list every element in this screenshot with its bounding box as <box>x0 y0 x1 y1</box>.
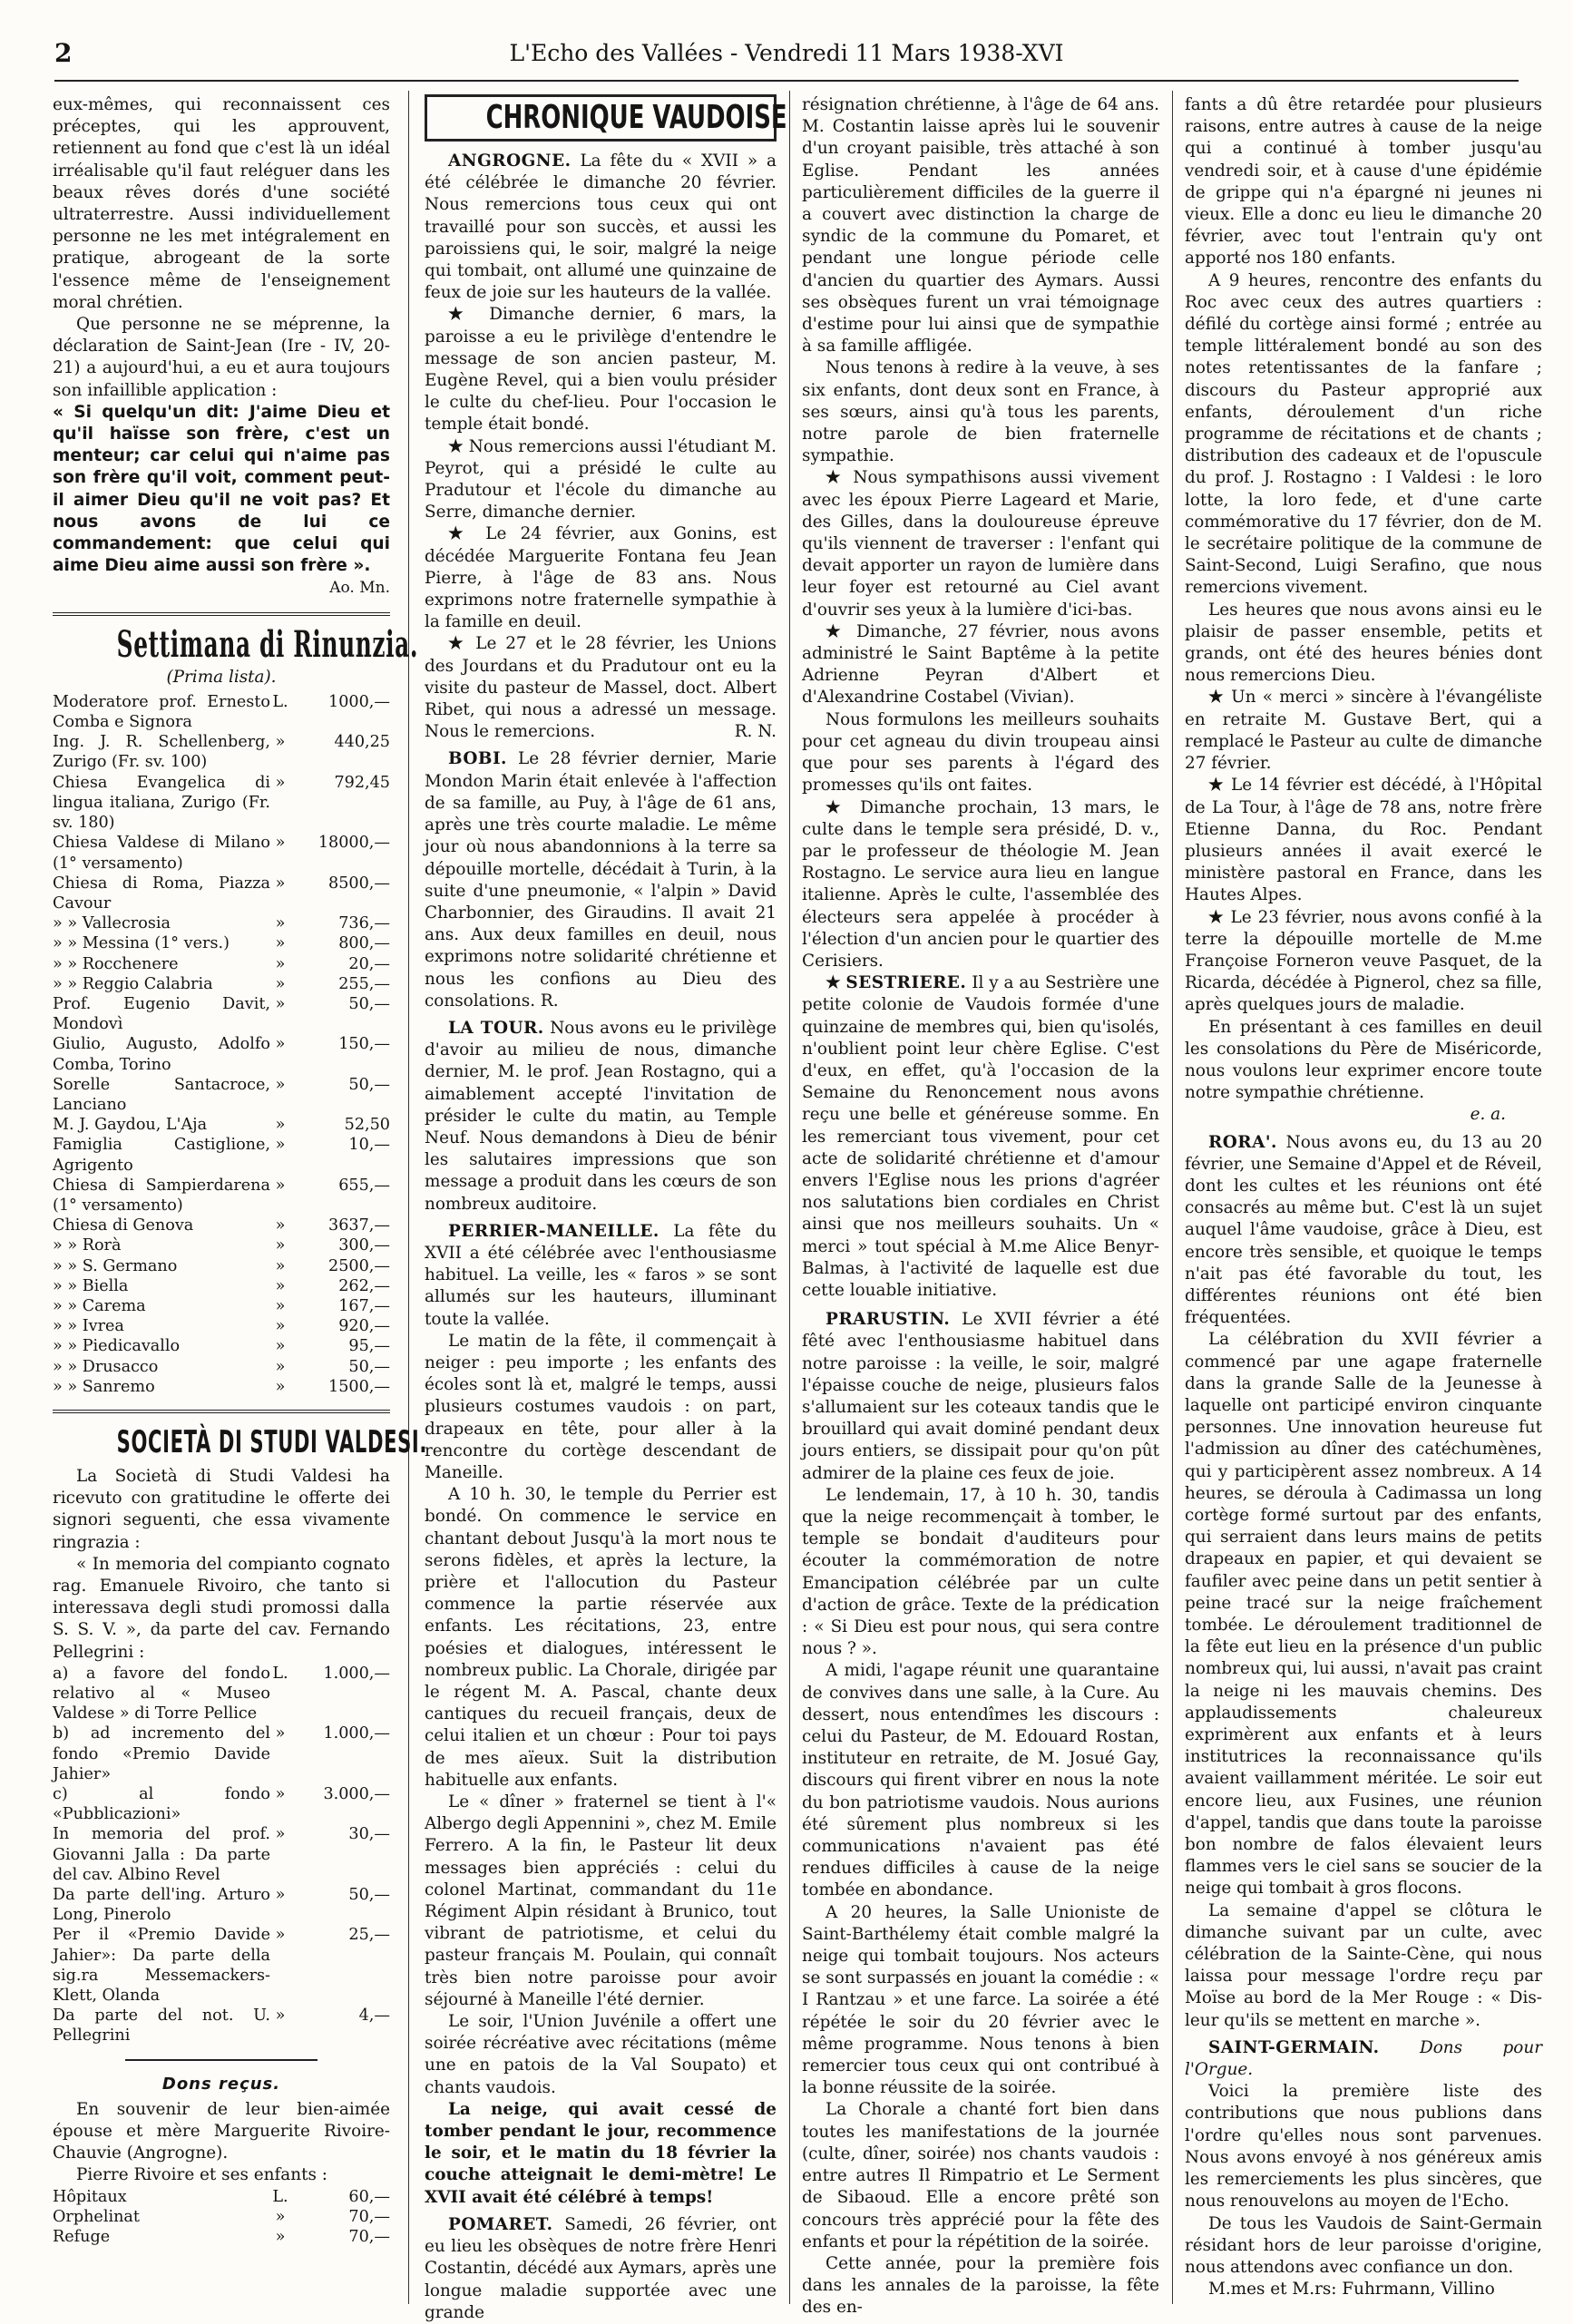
place-perrier-maneille: PERRIER-MANEILLE. <box>448 1221 659 1241</box>
place-saint-germain: SAINT-GERMAIN. <box>1208 2037 1380 2057</box>
paragraph: A 20 heures, la Salle Unioniste de Saint-Barthélemy était comble malgré la neige qui tombait toujours. Nos acteurs se sont surpassés en jouant la comédie : « I Rantzau » et une farce. La soirée a été répétée le soir du 20 février avec le même programme. Nous tenons à bien remercier tous ceux qui ont contribué à la bonne réussite de la soirée. <box>802 1902 1159 2098</box>
ledger-currency: » <box>275 1296 286 1315</box>
star-icon: ★ <box>1208 776 1225 796</box>
ledger-amount: 60,— <box>348 2187 390 2206</box>
ledger-amount: 3637,— <box>328 1216 390 1235</box>
ledger-amount: 1.000,— <box>323 1724 390 1743</box>
ledger-currency: » <box>275 1136 286 1155</box>
paragraph: A 9 heures, rencontre des enfants du Roc avec ceux des autres quartiers : défilé du cortège ainsi formé ; entrée au temple littéralement bondé au son des notes retentissantes de la fanfare ; discours du Pasteur approprié aux enfants, déroulement d'un riche programme de récitations et de chants ; distribution des cadeaux et de l'opuscule du prof. J. Rostagno : I Valdesi : le loro lotte, la loro fede, et d'une carte commémorative du 17 février, don de M. le secrétaire politique de la commune de Saint-Second, Luigi Serafino, que nous remercions vivement. <box>1185 270 1542 598</box>
column-2 <box>425 94 787 2322</box>
ledger-row <box>53 913 390 933</box>
paragraph: « In memoria del compianto cognato rag. Emanuele Rivoiro, che tanto si interessava degli studi promossi dalla S. S. V. », da parte del cav. Fernando Pellegrini : <box>53 1554 390 1662</box>
ledger-row <box>53 1357 390 1377</box>
ledger-name: » » Carema <box>53 1296 146 1315</box>
ledger-amount: 255,— <box>338 974 390 993</box>
ledger-amount: 262,— <box>338 1276 390 1295</box>
ledger-amount: 2500,— <box>328 1256 390 1275</box>
ledger-name: Chiesa di Genova <box>53 1216 194 1235</box>
paragraph: Cette année, pour la première fois dans les annales de la paroisse, la fête des en- <box>802 2253 1159 2318</box>
ledger-amount: 10,— <box>348 1136 390 1155</box>
ledger-row <box>53 1276 390 1296</box>
header-rule <box>54 80 1519 82</box>
ledger-amount: 792,45 <box>334 773 390 792</box>
ledger-name: » » Rorà <box>53 1236 122 1255</box>
ledger-currency: » <box>275 1337 286 1356</box>
paragraph: Samedi, 26 février, ont eu lieu les obsèques de notre frère Henri Costantin, décédé aux Aymars, après une longue maladie supportée avec une grande <box>425 2214 777 2322</box>
ledger-currency: » <box>275 1785 286 1804</box>
paragraph: Le 27 et le 28 février, les Unions des Jourdans et du Pradutour ont eu la visite du pasteur de Massel, doct. Albert Ribet, qui nous a adressé un message. Nous le remercions. <box>425 634 777 742</box>
paragraph: Dimanche, 27 février, nous avons administré le Saint Baptême à la petite Adrienne Peyran d'Albert et d'Alexandrine Costabel (Vivian). <box>802 621 1159 708</box>
ledger-currency: » <box>275 914 286 933</box>
paragraph: Que personne ne se méprenne, la déclaration de Saint-Jean (Ire - IV, 20-21) a aujourd'hui, a eu et aura toujours son infaillible application : <box>53 315 390 400</box>
ledger-name: Moderatore prof. Ernesto Comba e Signora <box>53 692 270 732</box>
ledger-amount: 18000,— <box>318 834 390 853</box>
ledger-row <box>53 833 390 873</box>
page-header <box>54 38 1519 74</box>
ledger-amount: 52,50 <box>344 1116 390 1135</box>
ledger-row <box>53 2187 390 2207</box>
paragraph: Il y a au Sestrière une petite colonie de Vaudois formée d'une quinzaine de membres qui, bien qu'isolés, n'oublient point leur chère Eglise. C'est d'eux, en effet, qu'à l'occasion de la Semaine du Renoncement nous avons reçu une belle et généreuse somme. En les remerciant tous vivement, pour cet acte de solidarité chrétienne et d'amour envers l'Eglise nous les prions d'agréer nos salutations bien cordiales en Christ ainsi que nos meilleurs souhaits. Un « merci » tout spécial à M.me Alice Benyr-Balmas, à l'activité de laquelle est due cette louable initiative. <box>802 973 1159 1300</box>
paragraph: Le XVII février a été fêté avec l'enthousiasme habituel dans notre paroisse : la veille, le soir, malgré l'épaisse couche de neige, plusieurs falos s'allumaient sur les coteaux tandis que le brouillard qui avait dominé pendant deux jours entiers, se dissipait pour qu'on pût admirer de la plaine ces feux de joie. <box>802 1310 1159 1483</box>
place-angrogne: ANGROGNE. <box>448 151 572 171</box>
ledger-currency: » <box>275 954 286 973</box>
ledger-row <box>53 1377 390 1397</box>
paragraph: Nous formulons les meilleurs souhaits pour cet agneau du divin troupeau ainsi que pour ses parents à l'égard des promesses qu'ils ont faites. <box>802 709 1159 796</box>
ledger-currency: » <box>275 974 286 993</box>
ledger-amount: 800,— <box>338 934 390 953</box>
ledger-currency: » <box>275 733 286 752</box>
ledger-currency: » <box>275 934 286 953</box>
ledger-currency: L. <box>272 692 288 711</box>
paragraph: De tous les Vaudois de Saint-Germain résidant hors de leur paroisse d'origine, nous attendons avec confiance un don. <box>1185 2213 1542 2277</box>
paragraph: Un « merci » sincère à l'évangéliste en retraite M. Gustave Bert, qui a remplacé le Pasteur au culte de dimanche 27 février. <box>1185 688 1542 774</box>
ledger-amount: 50,— <box>348 1357 390 1376</box>
ledger-amount: 70,— <box>348 2228 390 2247</box>
ledger-row <box>53 1784 390 1824</box>
ledger-row <box>53 1925 390 2006</box>
ledger-row <box>53 1216 390 1235</box>
ledger-name: » » Drusacco <box>53 1357 159 1376</box>
ledger-amount: 920,— <box>338 1317 390 1336</box>
ledger-currency: » <box>275 1317 286 1336</box>
ledger-currency: » <box>275 1216 286 1235</box>
page-number: 2 <box>54 38 73 68</box>
paragraph: Nous tenons à redire à la veuve, à ses six enfants, dont deux sont en France, à ses sœurs, ainsi qu'à tous les parents, notre parole de bien fraternelle sympathie. <box>802 358 1159 466</box>
paragraph: Les heures que nous avons ainsi eu le plaisir de passer ensemble, petits et grands, ont été des heures bénies dont nous remercions Dieu. <box>1185 600 1542 686</box>
paragraph: La Chorale a chanté fort bien dans toutes les manifestations de la journée (culte, dîner, soirée) nos chants vaudois : entre autres Il Rimpatrio et Le Serment de Sibaoud. Elle a encore prêté son concours très apprécié pour la fête des enfants et pour la répétition de la soirée. <box>802 2100 1159 2251</box>
ledger-row <box>53 2227 390 2247</box>
ledger-amount: 95,— <box>348 1337 390 1356</box>
ledger-name: » » Rocchenere <box>53 954 179 973</box>
ledger-name: » » Piedicavallo <box>53 1337 181 1356</box>
ledger-name: » » Biella <box>53 1276 129 1295</box>
ledger-name: » » Vallecrosia <box>53 914 171 933</box>
ledger-amount: 50,— <box>348 1075 390 1094</box>
chronique-title-text: CHRONIQUE VAUDOISE <box>485 99 787 136</box>
ledger-amount: 30,— <box>348 1825 390 1844</box>
ledger-name: Chiesa Valdese di Milano (1° versamento) <box>53 834 270 873</box>
ledger-currency: » <box>275 1116 286 1135</box>
ledger-currency: » <box>275 1276 286 1295</box>
ledger-row <box>53 933 390 953</box>
ledger-currency: » <box>275 1724 286 1743</box>
place-la-tour: LA TOUR. <box>448 1018 544 1038</box>
ledger-currency: » <box>275 1075 286 1094</box>
paragraph: La Società di Studi Valdesi ha ricevuto con gratitudine le offerte dei signori seguenti, che essa vivamente ringrazia : <box>53 1466 390 1552</box>
ledger-currency: » <box>275 1256 286 1275</box>
ledger-name: » » Reggio Calabria <box>53 974 213 993</box>
article-signature: Ao. Mn. <box>329 579 390 598</box>
ledger-name: Orphelinat <box>53 2207 140 2226</box>
paragraph: A 10 h. 30, le temple du Perrier est bondé. On commence le service en chantant debout Jusqu'à la mort nous te serons fidèles, et après la lecture, la prière et l'allocution du Pasteur commence la partie réservée aux enfants. Les récitations, 23, entre poésies et dialogues, intéressent le nombreux public. La Chorale, dirigée par le régent M. A. Pascal, chante deux cantiques du recueil français, deux de celui italien et un chœur : Pour toi pays de mes aïeux. Suit la distribution habituelle aux enfants. <box>425 1485 777 1790</box>
place-sestriere: SESTRIERE. <box>845 973 967 993</box>
ledger-amount: 655,— <box>338 1176 390 1195</box>
ledger-name: Ing. J. R. Schellenberg, Zurigo (Fr. sv. 100) <box>53 733 270 772</box>
section-rule <box>53 612 390 616</box>
ledger-name: Da parte del not. U. Pellegrini <box>53 2007 270 2046</box>
section-title-chronique <box>425 94 787 142</box>
ledger-row <box>53 1885 390 1925</box>
place-rora: RORA'. <box>1208 1132 1277 1152</box>
ledger-currency: » <box>275 1357 286 1376</box>
ledger-amount: 20,— <box>348 954 390 973</box>
star-icon: ★ <box>826 797 848 817</box>
ledger-currency: » <box>275 773 286 792</box>
ledger-currency: L. <box>272 2187 288 2206</box>
ledger-currency: » <box>275 994 286 1013</box>
column-divider <box>408 91 409 2304</box>
ledger-row <box>53 1296 390 1316</box>
ledger-amount: 150,— <box>338 1035 390 1054</box>
paragraph: Le 23 février, nous avons confié à la terre la dépouille mortelle de M.me Françoise Forneron veuve Pasquet, de la Ricarda, décédée à Pignerol, chez sa fille, après quelques jours de maladie. <box>1185 907 1542 1015</box>
star-icon: ★ <box>448 436 464 456</box>
ledger-currency: » <box>275 834 286 853</box>
article-continuation: résignation chrétienne, à l'âge de 64 ans. M. Costantin laisse après lui le souvenir d'un croyant paisible, très attaché à son Eglise. Pendant les années particulièrement difficiles de la guerre il a couvert avec distinction la charge de syndic de la commune du Pomaret, et pendant une longue période celle d'ancien du quartier des Aymars. Aussi ses obsèques furent un vrai témoignage d'estime pour lui ainsi que de sympathie à sa famille affligée. <box>802 95 1159 356</box>
ledger-row <box>53 1723 390 1784</box>
ledger-name: a) a favore del fondo relativo al « Museo Valdese » di Torre Pellice <box>53 1664 270 1723</box>
ledger-currency: » <box>275 1825 286 1844</box>
ledger-currency: » <box>275 874 286 893</box>
ledger-row <box>53 874 390 913</box>
column-3 <box>802 94 1159 2318</box>
ledger-row <box>53 954 390 974</box>
ledger-amount: 300,— <box>338 1236 390 1255</box>
star-icon: ★ <box>448 305 474 325</box>
ledger-name: Per il «Premio Davide Jahier»: Da parte della sig.ra Messemackers-Klett, Olanda <box>53 1926 270 2006</box>
ledger-row <box>53 1176 390 1216</box>
ledger-name: Da parte dell'ing. Arturo Long, Pinerolo <box>53 1886 270 1925</box>
ledger-row <box>53 732 390 772</box>
donation-table-dons <box>53 2187 390 2248</box>
ledger-name: In memoria del prof. Giovanni Jalla : Da parte del cav. Albino Revel <box>53 1825 270 1884</box>
ledger-name: » » Messina (1° vers.) <box>53 934 230 953</box>
ledger-name: Prof. Eugenio Davit, Mondovì <box>53 994 270 1034</box>
ledger-currency: » <box>275 2228 286 2247</box>
paragraph: Nous sympathisons aussi vivement avec les époux Pierre Lageard et Marie, des Gilles, dans la douloureuse épreuve qu'ils viennent de traverser : l'enfant qui devait apporter un rayon de lumière dans leur foyer est retourné au Ciel avant d'ouvrir ses yeux à la lumière d'ici-bas. <box>802 468 1159 620</box>
ledger-name: Hôpitaux <box>53 2187 127 2206</box>
paragraph: Le 24 février, aux Gonins, est décédée Marguerite Fontana feu Jean Pierre, à l'âge de 83 ans. Nous exprimons notre fraternelle sympathie à la famille en deuil. <box>425 524 777 632</box>
star-icon: ★ <box>448 634 467 654</box>
paragraph: Le 14 février est décédé, à l'Hôpital de La Tour, à l'âge de 78 ans, notre frère Etienne Danna, du Roc. Pendant plusieurs années il avait exercé le ministère pastoral en France, dans les Hautes Alpes. <box>1185 776 1542 905</box>
ledger-name: » » Sanremo <box>53 1377 155 1396</box>
paragraph: La fête du XVII a été célébrée avec l'enthousiasme habituel. La veille, les « faros » se sont allumés sur les hauteurs, illuminant toute la vallée. <box>425 1221 777 1329</box>
ledger-currency: » <box>275 1926 286 1945</box>
paragraph: A midi, l'agape réunit une quarantaine de convives dans une salle, à la Cure. Au dessert, nous entendîmes les discours : celui du Pasteur, de M. Edouard Rostan, instituteur en retraite, de M. Josué Gay, discours qui firent vibrer en nous la note du bon patriotisme vaudois. Nous aurions été sûrement plus nombreux si les communications n'avaient pas été rendues difficiles à cause de la neige tombée en abondance. <box>802 1661 1159 1900</box>
subsection-title: Dons pour l'Orgue. <box>1185 2037 1542 2080</box>
ledger-row <box>53 1075 390 1115</box>
ledger-row <box>53 692 390 732</box>
paragraph: Dimanche dernier, 6 mars, la paroisse a eu le privilège d'entendre le message de son ancien pasteur, M. Eugène Revel, qui a bien voulu présider le culte du chef-lieu. Pour l'occasion le temple était bondé. <box>425 305 777 435</box>
paragraph: Le lendemain, 17, à 10 h. 30, tandis que la neige recommençait à tomber, le temple se bondait d'auditeurs pour écouter la commémoration de notre Emancipation célébrée par un culte d'action de grâce. Texte de la prédication : « Si Dieu est pour nous, qui sera contre nous ? ». <box>802 1485 1159 1659</box>
article-continuation: fants a dû être retardée pour plusieurs raisons, entre autres à cause de la neige qui a continué à tomber jusqu'au vendredi soir, et à cause d'une épidémie de grippe qui n'a épargné ni jeunes ni vieux. Elle a donc eu lieu le dimanche 20 février, avec tout l'entrain qu'y ont apporté nos 180 enfants. <box>1185 95 1542 269</box>
ledger-name: b) ad incremento del fondo «Premio Davide Jahier» <box>53 1724 270 1783</box>
star-icon: ★ <box>826 468 845 488</box>
star-icon: ★ <box>1208 907 1225 927</box>
paragraph: Le 28 février dernier, Marie Mondon Marin était enlevée à l'affection de sa famille, au Puy, à l'âge de 61 ans, après une très courte maladie. Le même jour où nous abandonnions à la terre sa dépouille mortelle, décédait à Turin, à la suite d'une pneumonie, « l'alpin » David Charbonnier, des Giraudins. Il avait 21 ans. Aux deux familles en deuil, nous exprimons notre solidarité chrétienne et nous les confions au Dieu des consolations. <box>425 749 777 1011</box>
paragraph: La neige, qui avait cessé de tomber pendant le jour, recommence le soir, et le matin du 18 février la couche atteignait le demi-mètre! Le XVII avait été célébré à temps! <box>425 2099 777 2207</box>
ledger-name: » » S. Germano <box>53 1256 178 1275</box>
paragraph: Nous avons eu, du 13 au 20 février, une Semaine d'Appel et de Réveil, dont les cultes et les réunions ont été consacrés au même but. C'est là un sujet auquel l'âme vaudoise, grâce à Dieu, est encore très sensible, et quoique le temps n'ait pas été favorable du tout, les différentes réunions ont été bien fréquentées. <box>1185 1132 1542 1328</box>
ledger-name: Chiesa di Roma, Piazza Cavour <box>53 874 270 913</box>
ledger-amount: 70,— <box>348 2207 390 2226</box>
ledger-currency: L. <box>272 1664 288 1683</box>
ledger-currency: » <box>275 1176 286 1195</box>
ledger-currency: » <box>275 2207 286 2226</box>
ledger-amount: 1000,— <box>328 692 390 711</box>
ledger-amount: 8500,— <box>328 874 390 893</box>
star-icon: ★ <box>826 973 841 993</box>
ledger-row <box>53 1256 390 1276</box>
ledger-amount: 440,25 <box>334 733 390 752</box>
paragraph: Le soir, l'Union Juvénile a offert une soirée récréative avec récitations (même une en patois de la Val Soupato) et chants vaudois. <box>425 2012 777 2097</box>
article-continuation: eux-mêmes, qui reconnaissent ces préceptes, qui les approuvent, retiennent au fond que c'est là un idéal irréalisable qu'il faut reléguer dans les beaux rêves dorés d'une société ultraterrestre. Aussi individuellement personne ne les met intégralement en pratique, abrogeant de la sorte l'essence même de l'enseignement moral chrétien. <box>53 95 390 312</box>
paragraph: Nous remercions aussi l'étudiant M. Peyrot, qui a présidé le culte au Pradutour et l'école du dimanche au Serre, dimanche dernier. <box>425 436 777 522</box>
ledger-row <box>53 1235 390 1255</box>
ledger-currency: » <box>275 1886 286 1905</box>
column-divider <box>789 91 790 2304</box>
ledger-currency: » <box>275 1377 286 1396</box>
ledger-amount: 1500,— <box>328 1377 390 1396</box>
ledger-name: Chiesa Evangelica di lingua italiana, Zurigo (Fr. sv. 180) <box>53 773 270 833</box>
ledger-name: Sorelle Santacroce, Lanciano <box>53 1075 270 1114</box>
ledger-currency: » <box>275 1035 286 1054</box>
ledger-amount: 736,— <box>338 914 390 933</box>
ledger-row <box>53 1336 390 1356</box>
place-bobi: BOBI. <box>448 749 507 769</box>
section-title-settimana: Settimana di Rinunzia. <box>116 622 419 666</box>
paragraph: Le « dîner » fraternel se tient à l'« Albergo degli Appennini », chez M. Emile Ferrero. A la fin, le Pasteur lit deux messages bien appréciés : celui du colonel Martinat, commandant du 11e Régiment Alpin résidant à Brunico, tout vibrant de patriotisme, et celui du pasteur français M. Poulain, qui connaît très bien notre paroisse pour avoir séjourné à Maneille l'été dernier. <box>425 1792 777 2009</box>
section-subtitle: (Prima lista). <box>166 667 277 687</box>
paragraph: Voici la première liste des contributions que nous publions dans l'ordre qu'elles nous sont parvenues. Nous avons envoyé à nos généreux amis les remerciements les plus sincères, que nous renouvelons au moyen de l'Echo. <box>1185 2082 1542 2212</box>
ledger-amount: 4,— <box>358 2007 390 2026</box>
donation-table-settimana <box>53 692 390 1397</box>
ledger-row <box>53 974 390 994</box>
paragraph: En souvenir de leur bien-aimée épouse et mère Marguerite Rivoire-Chauvie (Angrogne). <box>53 2099 390 2163</box>
ledger-row <box>53 2207 390 2227</box>
ledger-name: c) al fondo «Pubblicazioni» <box>53 1785 270 1824</box>
paragraph: En présentant à ces familles en deuil les consolations du Père de Miséricorde, nous voulons leur exprimer encore toute notre sympathie chrétienne. <box>1185 1017 1542 1103</box>
paragraph: La célébration du XVII février a commencé par une agape fraternelle dans la grande Salle de la Jeunesse à laquelle ont participé environ cinquante personnes. Une innovation heureuse fut l'admission au dîner des catéchumènes, qui y participèrent assez nombreux. A 14 heures, se déroula à Cadimassa un long cortège formé surtout par des enfants, qui serraient dans leurs mains de petits drapeaux en papier, et qui devaient se faufiler avec peine dans un petit sentier à peine tracé sur la neige fraîchement tombée. Le déroulement traditionnel de la fête eut lieu en la présence d'un public nombreux qui, lui aussi, n'avait pas craint la neige ni les mauvais chemins. Des applaudissements chaleureux exprimèrent aux enfants et à leurs institutrices la reconnaissance qu'ils avaient vaillamment méritée. Le soir eut encore lieu, aux Fusines, une réunion d'appel, tandis que dans toute la paroisse bon nombre de falos élevaient leurs flammes vers le ciel sans se soucier de la neige qui tombait à gros flocons. <box>1185 1330 1542 1899</box>
ledger-amount: 167,— <box>338 1296 390 1315</box>
star-icon: ★ <box>826 621 846 641</box>
ledger-amount: 50,— <box>348 1886 390 1905</box>
paragraph: M.mes et M.rs: Fuhrmann, Villino <box>1208 2280 1495 2300</box>
donation-table-societa <box>53 1664 390 2046</box>
star-icon: ★ <box>1208 688 1225 708</box>
ledger-row <box>53 994 390 1034</box>
ledger-currency: » <box>275 2007 286 2026</box>
paragraph: La fête du « XVII » a été célébrée le dimanche 20 février. Nous remercions tous ceux qui ont travaillé pour son succès, et aussi les paroissiens qui, le soir, malgré la neige qui tombait, ont allumé une quinzaine de feux de joie sur les hauteurs de la vallée. <box>425 151 777 303</box>
ledger-amount: 50,— <box>348 994 390 1013</box>
ledger-row <box>53 1824 390 1885</box>
paragraph: Nous avons eu le privilège d'avoir au milieu de nous, dimanche dernier, M. le prof. Jean Rostagno, qui a aimablement accepté l'invitation de présider le culte du matin, au Temple Neuf. Nous demandons à Dieu de bénir les salutaires impressions que son message a produit dans les cœurs de son nombreux auditoire. <box>425 1018 777 1214</box>
ledger-name: Giulio, Augusto, Adolfo Comba, Torino <box>53 1035 270 1074</box>
ledger-name: » » Ivrea <box>53 1317 124 1336</box>
article-signature: R. <box>540 991 559 1011</box>
paragraph: Dimanche prochain, 13 mars, le culte dans le temple sera présidé, D. v., par le professeur de théologie M. Jean Rostagno. Le service aura lieu en langue italienne. Après le culte, l'assemblée des électeurs sera appelée à procéder à l'élection d'un ancien pour le quartier des Cerisiers. <box>802 797 1159 971</box>
scripture-quote: « Si quelqu'un dit: J'aime Dieu et qu'il haïsse son frère, c'est un menteur; car celui qui n'aime pas son frère qu'il voit, comment peut-il aimer Dieu qu'il ne voit pas? Et nous avons de lui ce commandement: que celui qui aime Dieu aime aussi son frère ». <box>53 402 390 576</box>
paragraph: Le matin de la fête, il commençait à neiger : peu importe ; les enfants des écoles sont là et, malgré le temps, aussi plusieurs costumes vaudois : on part, drapeaux en tête, pour aller à la rencontre du cortège descendant de Maneille. <box>425 1331 777 1482</box>
paragraph: La semaine d'appel se clôtura le dimanche suivant par un culte, avec célébration de la Sainte-Cène, qui nous laissa pour message l'ordre reçu par Moïse au bord de la Mer Rouge : « Dis-leur qu'ils se mettent en marche ». <box>1185 1900 1542 2030</box>
ledger-name: M. J. Gaydou, L'Aja <box>53 1116 208 1135</box>
ledger-row <box>53 1034 390 1074</box>
masthead-line: L'Echo des Vallées - Vendredi 11 Mars 1938-XVI <box>509 40 1064 66</box>
article-signature: e. a. <box>1470 1105 1506 1125</box>
ledger-amount: 3.000,— <box>323 1785 390 1804</box>
section-title-societa: SOCIETÀ DI STUDI VALDESI. <box>116 1423 427 1460</box>
star-icon: ★ <box>448 524 472 544</box>
ledger-row <box>53 1135 390 1175</box>
column-1 <box>53 94 427 2299</box>
paragraph: Pierre Rivoire et ses enfants : <box>76 2165 327 2185</box>
place-prarustin: PRARUSTIN. <box>826 1310 951 1330</box>
ledger-row <box>53 2006 390 2046</box>
section-rule <box>53 1410 390 1413</box>
ledger-amount: 1.000,— <box>323 1664 390 1683</box>
ledger-row <box>53 1115 390 1135</box>
ledger-name: Chiesa di Sampierdarena (1° versamento) <box>53 1176 270 1215</box>
short-rule <box>125 2059 318 2061</box>
ledger-row <box>53 1316 390 1336</box>
ledger-amount: 25,— <box>348 1926 390 1945</box>
ledger-row <box>53 773 390 834</box>
ledger-name: Famiglia Castiglione, Agrigento <box>53 1136 270 1175</box>
section-title-dons: Dons reçus. <box>161 2074 281 2094</box>
place-pomaret: POMARET. <box>448 2214 553 2234</box>
ledger-row <box>53 1664 390 1724</box>
article-signature: R. N. <box>734 722 777 742</box>
column-4 <box>1185 94 1542 2299</box>
ledger-name: Refuge <box>53 2228 111 2247</box>
ledger-currency: » <box>275 1236 286 1255</box>
column-divider <box>1172 91 1173 2304</box>
